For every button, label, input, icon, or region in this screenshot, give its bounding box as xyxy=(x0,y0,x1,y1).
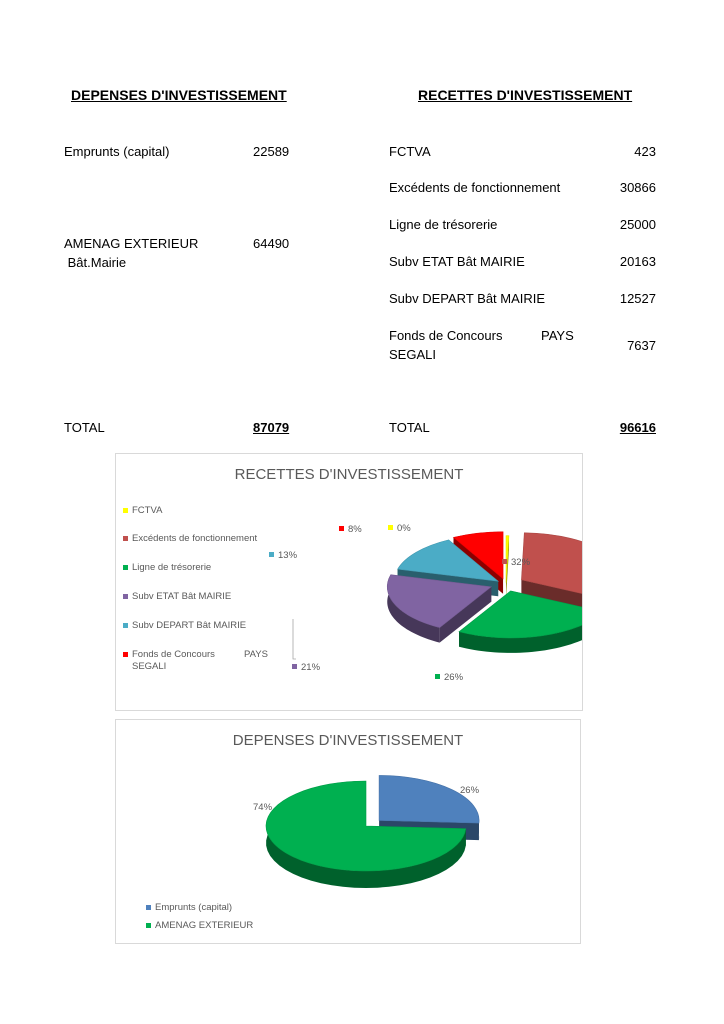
recettes-row-label-right: PAYS xyxy=(541,328,574,343)
legend-item: Subv DEPART Bât MAIRIE xyxy=(123,620,246,632)
recettes-row-value: 423 xyxy=(634,144,656,159)
legend-item: FCTVA xyxy=(123,505,162,517)
depenses-chart-title: DEPENSES D'INVESTISSEMENT xyxy=(232,732,464,749)
data-label: 74% xyxy=(253,802,273,813)
legend-item-right: PAYS xyxy=(244,649,268,660)
legend-item: AMENAG EXTERIEUR xyxy=(146,920,253,932)
data-label-marker xyxy=(269,552,274,557)
recettes-row-label: FCTVA xyxy=(389,144,431,159)
legend-item: Excédents de fonctionnement xyxy=(123,533,257,545)
recettes-chart xyxy=(115,453,583,711)
depenses-chart xyxy=(115,719,581,944)
legend-item-line2: SEGALI xyxy=(132,661,167,672)
data-label: 8% xyxy=(348,524,362,535)
legend-item: Subv ETAT Bât MAIRIE xyxy=(123,591,231,603)
leader-line xyxy=(293,619,296,659)
recettes-row-value: 20163 xyxy=(619,254,656,269)
data-label-marker xyxy=(435,674,440,679)
recettes-row-value: 7637 xyxy=(627,338,656,353)
legend-item: Fonds de Concours xyxy=(123,649,215,661)
legend-item: Emprunts (capital) xyxy=(146,902,232,914)
recettes-total-label: TOTAL xyxy=(389,420,430,435)
legend-item: Ligne de trésorerie xyxy=(123,562,211,574)
data-label: 13% xyxy=(278,550,298,561)
recettes-row-value: 25000 xyxy=(619,217,656,232)
recettes-row-label: Subv DEPART Bât MAIRIE xyxy=(389,291,546,306)
recettes-row-value: 30866 xyxy=(619,180,656,195)
data-label-marker xyxy=(339,526,344,531)
data-label: 21% xyxy=(301,662,321,673)
depenses-heading: DEPENSES D'INVESTISSEMENT xyxy=(71,87,287,103)
data-label: 26% xyxy=(460,785,480,796)
recettes-chart-title: RECETTES D'INVESTISSEMENT xyxy=(234,466,464,483)
recettes-row-label: Fonds de Concours xyxy=(389,328,503,343)
depenses-total-value: 87079 xyxy=(253,420,290,435)
recettes-pie xyxy=(116,454,582,710)
depenses-row-label-line2: Bât.Mairie xyxy=(64,255,127,270)
recettes-total-value: 96616 xyxy=(619,420,656,435)
recettes-row-label-line2: SEGALI xyxy=(389,347,436,362)
depenses-total-label: TOTAL xyxy=(64,420,105,435)
data-label-marker xyxy=(388,525,393,530)
recettes-heading: RECETTES D'INVESTISSEMENT xyxy=(418,87,633,103)
depenses-row-label: Emprunts (capital) xyxy=(64,144,170,159)
depenses-row-value: 22589 xyxy=(253,144,290,159)
recettes-row-value: 12527 xyxy=(619,291,656,306)
data-label-marker xyxy=(502,559,507,564)
recettes-row-label: Ligne de trésorerie xyxy=(389,217,498,232)
recettes-row-label: Subv ETAT Bât MAIRIE xyxy=(389,254,525,269)
depenses-pie xyxy=(116,720,580,943)
data-label-marker xyxy=(292,664,297,669)
depenses-row-label: AMENAG EXTERIEUR xyxy=(64,236,199,251)
recettes-row-label: Excédents de fonctionnement xyxy=(389,180,561,195)
data-label: 32% xyxy=(511,557,531,568)
depenses-row-value: 64490 xyxy=(253,236,290,251)
data-label: 26% xyxy=(444,672,464,683)
pie-slice xyxy=(379,775,479,823)
data-label: 0% xyxy=(397,523,411,534)
